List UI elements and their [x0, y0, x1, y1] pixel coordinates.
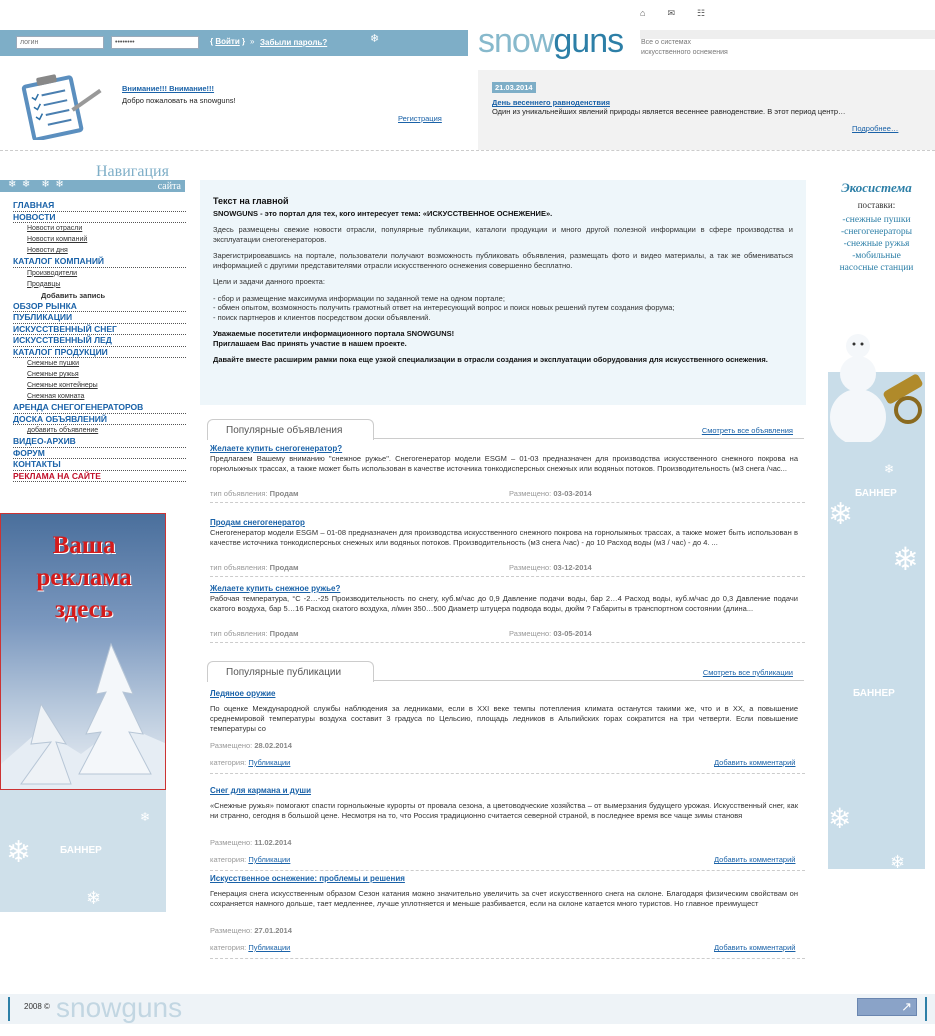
nav-add-entry[interactable]: Добавить запись: [41, 290, 106, 300]
ad-entry-type: [210, 489, 299, 498]
publication-date: [210, 926, 292, 935]
separator: [210, 502, 805, 503]
nav-item[interactable]: ИСКУССТВЕННЫЙ ЛЕД: [13, 335, 186, 347]
register-link[interactable]: Регистрация: [398, 114, 442, 123]
eco-item: насосные станции: [839, 263, 914, 273]
snowman-image: [828, 322, 925, 442]
pubs-section-header: [207, 661, 804, 681]
ad-placed-label: Размещено:: [509, 489, 552, 498]
main-heading: Текст на главной: [213, 196, 289, 206]
nav-item[interactable]: ОБЗОР РЫНКА: [13, 301, 186, 313]
main-p5a: Уважаемые посетители информационного портала SNOWGUNS!: [213, 329, 455, 338]
nav-subitem[interactable]: Новости компаний: [27, 236, 88, 243]
mail-icon[interactable]: ✉: [667, 8, 675, 18]
banner-left[interactable]: [0, 790, 166, 912]
ad-entry-date: [509, 563, 592, 572]
publication-entry: [210, 786, 798, 821]
nav-subtitle: сайта: [157, 181, 181, 192]
banner-left-label: БАННЕР: [60, 845, 102, 856]
nav-subitem[interactable]: Новости дня: [27, 247, 68, 254]
footer: [0, 994, 935, 1024]
slogan-line1: Все о системах: [641, 39, 691, 46]
tab-popular-publications[interactable]: Популярные публикации: [207, 661, 374, 682]
ad-entry-text: Рабочая температура, °C -2…-25 Производительность по снегу, куб.м/час до 0,9 Давление подачи воды, бар 2…4 Расход воды, куб.м/час до 0,3 Давление подачи скатого воздуха, бар 5…16 Расход скатого воздуха, л/мин 350…500 Диаметр штуцера подвода воды, дюйм ? Габариты в транспортном состоянии (длина...: [210, 594, 798, 613]
snowflake-icon: ❄: [140, 810, 151, 824]
publication-title[interactable]: Снег для кармана и души: [210, 786, 312, 795]
nav-item[interactable]: НОВОСТИ: [13, 212, 186, 224]
nav-item[interactable]: КАТАЛОГ КОМПАНИЙ: [13, 256, 186, 268]
ad-entry-title[interactable]: Продам снегогенератор: [210, 518, 305, 527]
arrow-up-right-icon: ↗: [901, 999, 912, 1014]
ad-type-label: тип объявления:: [210, 629, 268, 638]
ad-entry: [210, 584, 798, 614]
publication-placed-date: 28.02.2014: [254, 741, 292, 750]
ad-entry-type: [210, 629, 299, 638]
publication-placed-date: 11.02.2014: [254, 838, 292, 847]
main-p1: Здесь размещены свежие новости отрасли, популярные публикации, каталоги продукции и много другой полезной информации в сфере производства и эксплуатации снегогенераторов.: [213, 225, 793, 244]
eco-item: -снегогенераторы: [840, 227, 912, 237]
footer-bar: [925, 997, 927, 1021]
nav-item[interactable]: ДОСКА ОБЪЯВЛЕНИЙ: [13, 414, 186, 426]
publication-entry: [210, 689, 798, 734]
publication-category: [210, 855, 290, 864]
ad-type-value: Продам: [269, 489, 299, 498]
ad-entry-type: [210, 563, 299, 572]
publication-text: По оценке Международной службы наблюдения за ледниками, если в XXI веке темпы потепления климата останутся такими же, что и в XX, а повышение среднемировой температуры воздуха составит 3 градуса по Цельсию, площадь ледников в Альпийских горах сократится на три четверти. Если повышение температуры со: [210, 704, 798, 733]
footer-logo: snowguns: [56, 992, 183, 1023]
nav-item[interactable]: ИСКУССТВЕННЫЙ СНЕГ: [13, 324, 186, 336]
ad-entry-title[interactable]: Желаете купить снегогенератор?: [210, 444, 343, 453]
nav-item[interactable]: ПУБЛИКАЦИИ: [13, 312, 186, 324]
nav-item-advertising[interactable]: РЕКЛАМА НА САЙТЕ: [13, 471, 186, 483]
logo-dark: guns: [553, 22, 624, 60]
news-text: Один из уникальнейших явлений природы является весеннее равноденствие. В этот период центр…: [492, 107, 846, 116]
login-bar: [0, 30, 468, 56]
logo[interactable]: [478, 22, 623, 61]
category-link[interactable]: Публикации: [248, 758, 291, 767]
ad-placed-label: Размещено:: [509, 563, 552, 572]
nav-item[interactable]: КАТАЛОГ ПРОДУКЦИИ: [13, 347, 186, 359]
nav-item[interactable]: КОНТАКТЫ: [13, 459, 186, 471]
logo-light: snow: [478, 22, 554, 60]
eco-subtitle: поставки:: [857, 200, 896, 210]
main-p6: Давайте вместе расширим рамки пока еще узкой специализации в отрасли создания и эксплуатации оборудования для искусственного оснежения.: [213, 355, 768, 364]
forgot-password-link[interactable]: Забыли пароль?: [260, 38, 328, 47]
eco-item: -снежные ружья: [843, 239, 910, 249]
add-comment-link[interactable]: Добавить комментарий: [714, 855, 796, 864]
ad-entry: [210, 444, 798, 474]
ad-entry-title[interactable]: Желаете купить снежное ружье?: [210, 584, 341, 593]
separator: [210, 870, 805, 871]
eco-block: [828, 180, 925, 274]
ad-line1: Ваша: [52, 532, 116, 559]
banner-right-label-2: БАННЕР: [853, 688, 895, 699]
main-intro-line: SNOWGUNS - это портал для тех, кого интересует тема: «ИСКУССТВЕННОЕ ОСНЕЖЕНИЕ».: [213, 208, 553, 218]
main-p4c: - поиск партнеров и клиентов посредством доски объявлений.: [213, 312, 431, 322]
publication-text: «Снежные ружья» помогают спасти горнолыжные курорты от провала сезона, а цветоводческие хозяйства – от вымерзания будущего урожая. Искусственный снег, как ни странно, сегодня в большой цене. Несмотря на то, что Россия традиционно считается северной страной, в последнее время все чаще зимы становя: [210, 801, 798, 820]
main-p2: Зарегистрировавшись на портале, пользователи получают возможность публиковать объявления, размещать фото и видео материалы, а так же обмениваться информацией с другими представителями отрасли искусственного оснежения совершенно бесплатно.: [213, 251, 793, 270]
arrows-icon: »: [250, 37, 255, 46]
ad-entry: [210, 518, 798, 548]
ad-entry-date: [509, 629, 592, 638]
nav-subitem[interactable]: Снежная комната: [27, 393, 85, 400]
ad-entry-date: [509, 489, 592, 498]
publication-title[interactable]: Искусственное оснежение: проблемы и решения: [210, 874, 405, 883]
snowflake-icon: ❄: [892, 541, 919, 577]
publication-placed-date: 27.01.2014: [254, 926, 292, 935]
category-link[interactable]: Публикации: [248, 855, 291, 864]
nav-subitem[interactable]: Продавцы: [27, 280, 61, 288]
publication-placed-label: Размещено:: [210, 741, 253, 750]
top-icons: [640, 8, 705, 19]
login-button[interactable]: { Войти }: [210, 37, 246, 46]
nav-strip: [0, 180, 185, 192]
eco-list: [828, 214, 925, 274]
snowflake-icon: ❄: [828, 803, 852, 834]
main-intro: [200, 180, 806, 405]
ad-entry-text: Предлагаем Вашему вниманию "снежное ружье". Снегогенератор модели ESGM – 01-03 предназначен для производства искусственного снежного покрова на горнолыжных трассах, а также может быть использован в качестве источника тонкодисперсных снежных или водяных потоков. Производительность (м3 снега /час...: [210, 454, 798, 473]
nav-menu: [13, 200, 186, 482]
snowflake-icon: ❄: [6, 836, 32, 869]
main-p4a: - сбор и размещение максимума информации по заданной теме на одном портале;: [213, 293, 505, 303]
tab-popular-ads[interactable]: Популярные объявления: [207, 419, 374, 440]
ad-placed-date: 03-12-2014: [553, 563, 592, 572]
ad-line3: здесь: [55, 596, 113, 623]
slogan-line2: искусственного оснежения: [641, 49, 728, 56]
snowflake-icon: ❄: [890, 852, 906, 872]
main-p4b: - обмен опытом, возможность получить грамотный ответ на интересующий вопрос и поиск новых решений путем создания форума;: [213, 303, 675, 312]
publication-placed-label: Размещено:: [210, 926, 253, 935]
welcome-title[interactable]: Внимание!!! Внимание!!!: [122, 84, 215, 93]
ad-type-value: Продам: [269, 629, 299, 638]
publication-entry: [210, 874, 798, 909]
ad-type-label: тип объявления:: [210, 563, 268, 572]
ad-type-label: тип объявления:: [210, 489, 268, 498]
slogan: [641, 38, 728, 58]
banner-right[interactable]: [828, 372, 925, 872]
publication-date: [210, 838, 291, 847]
separator: [210, 958, 805, 959]
scroll-top-button[interactable]: [857, 998, 917, 1016]
nav-subitem[interactable]: добавить объявление: [27, 427, 99, 434]
news-date: 21.03.2014: [492, 82, 536, 93]
snowflake-icon: ❄: [86, 888, 102, 908]
add-comment-link[interactable]: Добавить комментарий: [714, 758, 796, 767]
add-comment-link[interactable]: Добавить комментарий: [714, 943, 796, 952]
eco-item: -мобильные: [852, 251, 901, 261]
password-input[interactable]: [111, 36, 199, 49]
eco-title: Экосистема: [841, 180, 912, 195]
footer-year: 2008 ©: [24, 1002, 50, 1011]
publication-placed-label: Размещено:: [210, 838, 253, 847]
news-more-link[interactable]: Подробнее…: [852, 124, 899, 133]
welcome-text: Добро пожаловать на snowguns!: [122, 96, 236, 105]
ad-placed-date: 03-03-2014: [553, 489, 592, 498]
ad-entry-text: Снегогенератор модели ESGM – 01-08 предназначен для производства искусственного снежного покрова на горнолыжных трассах, а также может быть использован в качестве источника тонкодисперсных снежных или водяных потоков. Производительность (м3 снега /час) - до 10 Расход воды (м3 / час) - до 4. ...: [210, 528, 798, 547]
snowflake-icon: ❄: [884, 462, 895, 476]
separator: [210, 773, 805, 774]
view-all-publications-link[interactable]: Смотреть все публикации: [702, 668, 793, 677]
main-p3: Цели и задачи данного проекта:: [213, 277, 325, 286]
news-title[interactable]: День весеннего равноденствия: [492, 98, 610, 107]
nav-subitem[interactable]: Новости отрасли: [27, 225, 83, 232]
home-icon[interactable]: ⌂: [640, 8, 646, 18]
category-link[interactable]: Публикации: [248, 943, 291, 952]
snowflake-icon: ❄: [828, 498, 854, 531]
nav-item[interactable]: АРЕНДА СНЕГОГЕНЕРАТОРОВ: [13, 402, 186, 414]
publication-category: [210, 758, 290, 767]
publication-text: Генерация снега искусственным образом Сезон катания можно значительно увеличить за счет искусственного снега на склоне. Благодаря физическим свойствам он сохраняется намного дольше, тает медленнее, лучше уплотняется и меньше разбивается, если на склоне катается много туристов. Но главное преимущест: [210, 889, 798, 908]
nav-subitem[interactable]: Снежные ружья: [27, 371, 79, 378]
footer-bar: [8, 997, 10, 1021]
separator: [0, 150, 935, 151]
clipboard-icon: [14, 70, 104, 140]
ad-placed-label: Размещено:: [509, 629, 552, 638]
snowy-tree-image: [1, 634, 166, 790]
category-label: категория:: [210, 943, 247, 952]
nav-item[interactable]: ВИДЕО-АРХИВ: [13, 436, 186, 448]
separator: [210, 642, 805, 643]
banner-right-label-1: БАННЕР: [855, 488, 897, 499]
ad-type-value: Продам: [269, 563, 299, 572]
snowflake-icon: ❄ ❄ ❄ ❄: [8, 179, 64, 190]
category-label: категория:: [210, 855, 247, 864]
nav-title: Навигация: [96, 163, 169, 180]
nav-item[interactable]: ГЛАВНАЯ: [13, 200, 186, 212]
publication-title[interactable]: Ледяное оружие: [210, 689, 276, 698]
main-p5b: Приглашаем Вас принять участие в нашем проекте.: [213, 338, 407, 348]
eco-item: -снежные пушки: [842, 215, 911, 225]
category-label: категория:: [210, 758, 247, 767]
login-input[interactable]: [16, 36, 104, 49]
ad-banner[interactable]: [0, 513, 166, 790]
nav-item[interactable]: ФОРУМ: [13, 448, 186, 460]
publication-date: [210, 741, 292, 750]
sitemap-icon[interactable]: ☷: [696, 8, 706, 18]
nav-subitem[interactable]: Снежные пушки: [27, 360, 80, 367]
ad-placed-date: 03-05-2014: [553, 629, 592, 638]
view-all-ads-link[interactable]: Смотреть все объявления: [701, 426, 793, 435]
nav-subitem[interactable]: Снежные контейнеры: [27, 382, 98, 389]
ads-section-header: [207, 419, 804, 439]
snowflake-icon: ❄: [370, 33, 380, 45]
publication-category: [210, 943, 290, 952]
separator: [210, 576, 805, 577]
nav-subitem[interactable]: Производители: [27, 269, 78, 277]
ad-line2: реклама: [36, 564, 132, 591]
